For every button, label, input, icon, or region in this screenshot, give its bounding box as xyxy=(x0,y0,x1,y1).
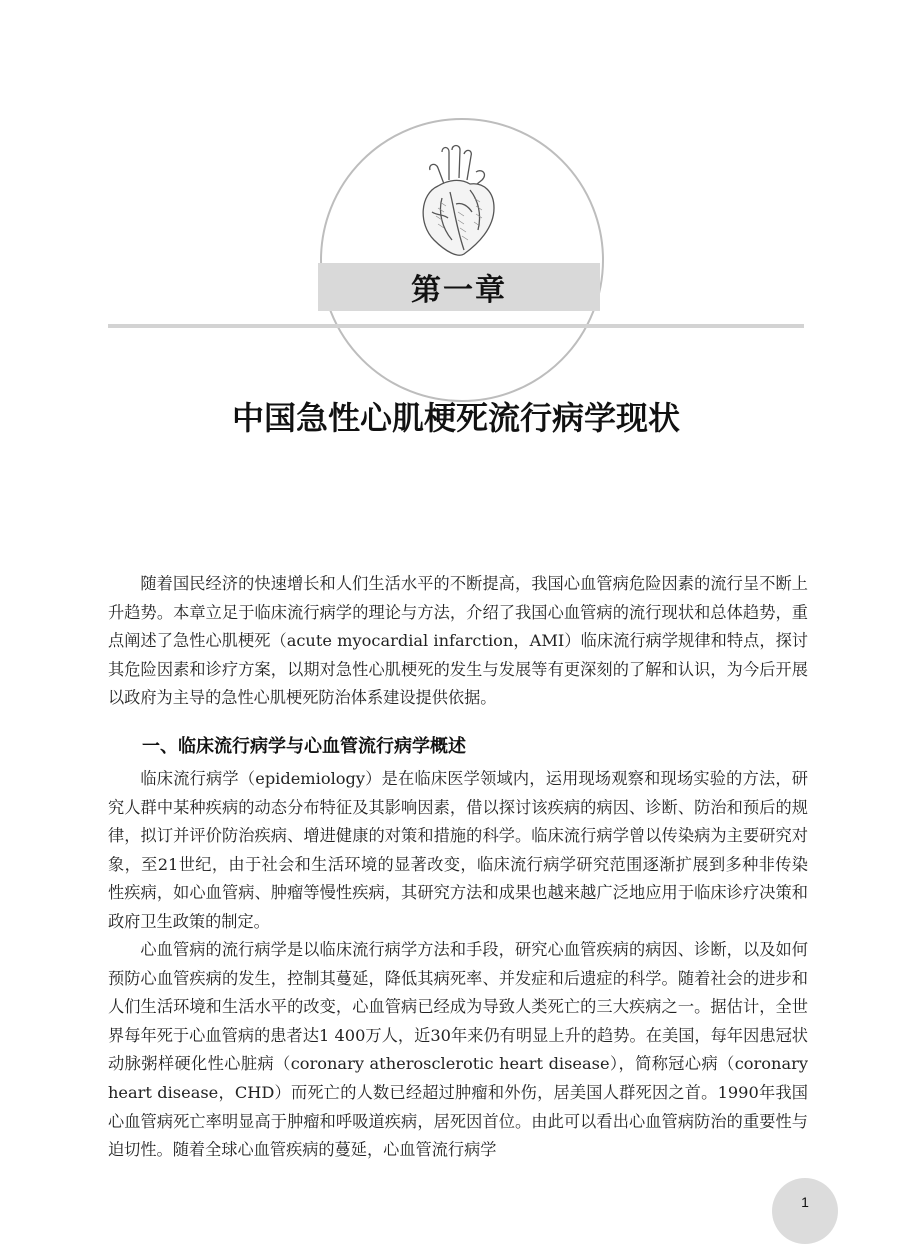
chapter-label: 第一章 xyxy=(318,263,600,311)
intro-paragraph: 随着国民经济的快速增长和人们生活水平的不断提高，我国心血管病危险因素的流行呈不断上升趋势。本章立足于临床流行病学的理论与方法，介绍了我国心血管病的流行现状和总体趋势，重点阐述了急性心肌梗死（acute myocardial infarction，AMI）临床流行病学规律和特点，探讨其危险因素和诊疗方案，以期对急性心肌梗死的发生与发展等有更深刻的了解和认识，为今后开展以政府为主导的急性心肌梗死防治体系建设提供依据。 xyxy=(108,574,808,708)
body-paragraph-2: 心血管病的流行病学是以临床流行病学方法和手段，研究心血管疾病的病因、诊断，以及如何预防心血管疾病的发生，控制其蔓延，降低其病死率、并发症和后遗症的科学。随着社会的进步和人们生活环境和生活水平的改变，心血管病已经成为导致人类死亡的三大疾病之一。据估计，全世界每年死于心血管病的患者达1 400万人，近30年来仍有明显上升的趋势。在美国，每年因患冠状动脉粥样硬化性心脏病（coronary atherosclerotic heart disease），简称冠心病（coronary heart disease，CHD）而死亡的人数已经超过肿瘤和外伤，居美国人群死因之首。1990年我国心血管病死亡率明显高于肿瘤和呼吸道疾病，居死因首位。由此可以看出心血管病防治的重要性与迫切性。随着全球心血管疾病的蔓延，心血管流行病学 xyxy=(108,940,808,1160)
page-number: 1 xyxy=(801,1194,809,1210)
section-heading: 一、临床流行病学与心血管流行病学概述 xyxy=(142,736,466,757)
chapter-divider xyxy=(108,324,804,328)
page-number-tab xyxy=(772,1178,838,1244)
chapter-title: 中国急性心肌梗死流行病学现状 xyxy=(231,399,680,438)
body-paragraph-1: 临床流行病学（epidemiology）是在临床医学领域内，运用现场观察和现场实验的方法，研究人群中某种疾病的动态分布特征及其影响因素，借以探讨该疾病的病因、诊断、防治和预后的规律，拟订并评价防治疾病、增进健康的对策和措施的科学。临床流行病学曾以传染病为主要研究对象，至21世纪，由于社会和生活环境的显著改变，临床流行病学研究范围逐渐扩展到多种非传染性疾病，如心血管病、肿瘤等慢性疾病，其研究方法和成果也越来越广泛地应用于临床诊疗决策和政府卫生政策的制定。 xyxy=(108,769,808,931)
anatomical-heart-icon xyxy=(412,142,502,260)
